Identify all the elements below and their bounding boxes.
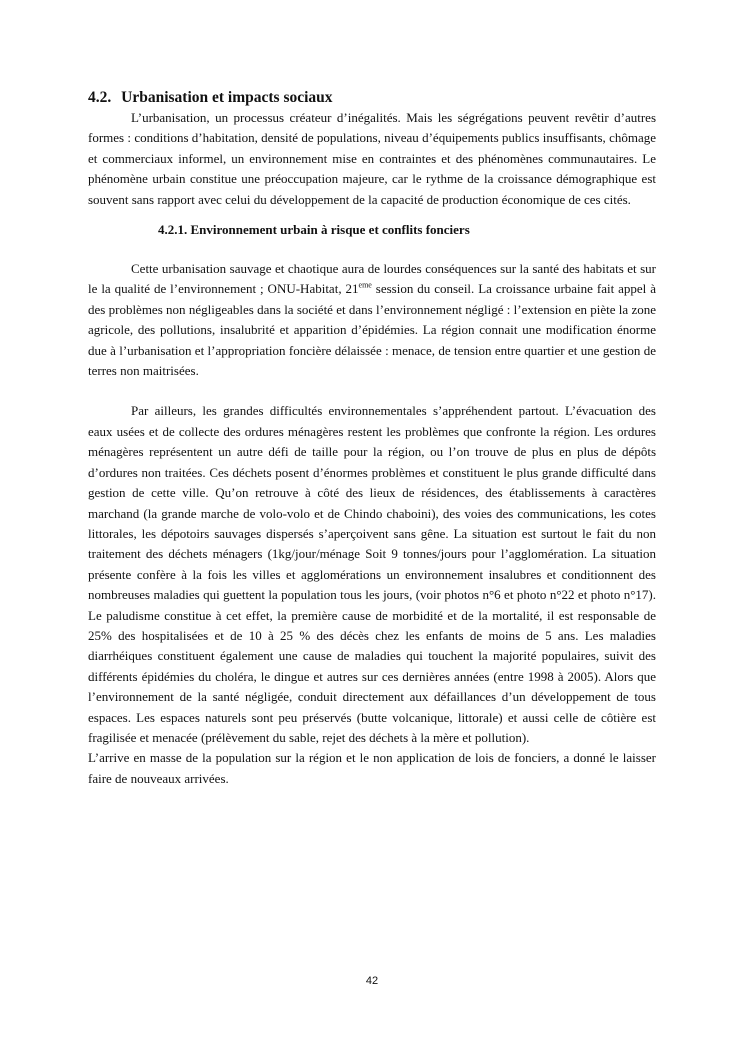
paragraph-arrival: L’arrive en masse de la population sur la région et le non application de lois de fonciers, a donné le laisser faire de nouveaux arrivées.: [88, 750, 656, 786]
section-heading: [88, 88, 656, 107]
paragraph-difficulties: Par ailleurs, les grandes difficultés environnementales s’appréhendent partout. L’évacuation des eaux usées et de collecte des ordures ménagères restent les problèmes que confronte la région. Les ordures ménagères représentent un autre défi de taille pour la région, ou l’on trouve de plus en plus de dépôts d’ordures non traitées. Ces déchets posent d’énormes problèmes et constituent le plus grande difficulté dans gestion de cette ville. Qu’on retrouve à côté des lieux de résidences, des établissements à caractères marchand (la grande marche de volo-volo et de Chindo chaboini), des voies des communications, les cotes littorales, les dépotoirs sauvages dispersés s’aperçoivent sans gêne. La situation est surtout le fait du non traitement des déchets ménagers (1kg/jour/ménage Soit 9 tonnes/jours pour l’agglomération. La situation présente confère à la fois les villes et agglomérations un environnement insalubres et conditionnent des nombreuses maladies qui guettent la population tous les jours, (voir photos n°6 et photo n°22 et photo n°17). Le paludisme constitue à cet effet, la première cause de morbidité et de la mortalité, il est responsable de 25% des hospitalisées et de 10 à 25 % des décès chez les enfants de moins de 5 ans. Les maladies diarrhéiques constituent également une cause de maladies qui touchent la majorité populaires, suivit des différents épidémies du choléra, le dingue et autres sur ces dernières années (entre 1998 à 2005). Alors que l’environnement de la santé négligée, conduit directement aux défaillances d’un développement de tous espaces. Les espaces naturels sont peu préservés (butte volcanique, littorale) et aussi celle de côtière est fragilisée et menacée (prélèvement du sable, rejet des déchets à la mère et pollution).: [88, 403, 656, 745]
superscript-eme: eme: [358, 281, 372, 291]
section-title: Urbanisation et impacts sociaux: [121, 89, 333, 106]
spacer: [88, 240, 656, 259]
page-number: 42: [365, 975, 379, 987]
paragraph-environment: [88, 259, 656, 381]
page-content: [88, 88, 656, 789]
spacer: [88, 381, 656, 401]
subsection-heading: 4.2.1. Environnement urbain à risque et conflits fonciers: [158, 222, 470, 238]
paragraph-environment-part-a: Cette urbanisation sauvage et chaotique aura de lourdes conséquences sur la santé des habitats et sur le la qualité de l’environnement ; ONU-Habitat, 21: [88, 261, 656, 297]
section-number: 4.2.: [88, 89, 112, 106]
paragraph-environment-part-b: session du conseil. La croissance urbaine fait appel à des problèmes non négligeables dans la société et dans l’environnement négligé : l’extension en piète la zone agricole, des pollutions, insalubrité et apparition d’épidémies. La région connait une modification énorme due à l’urbanisation et l’appropriation foncière délaissée : menace, de tension entre quartier et une gestion de terres non maitrisées.: [88, 281, 656, 379]
intro-paragraph: L’urbanisation, un processus créateur d’inégalités. Mais les ségrégations peuvent revêtir d’autres formes : conditions d’habitation, densité de populations, niveau d’équipements publics insuffisants, chômage et commerciaux informel, un environnement mise en contraintes et des phénomènes communautaires. Le phénomène urbain constitue une préoccupation majeure, car le rythme de la croissance démographique est souvent sans rapport avec celui du développement de la capacité de production économique de ces cités.: [88, 110, 656, 207]
